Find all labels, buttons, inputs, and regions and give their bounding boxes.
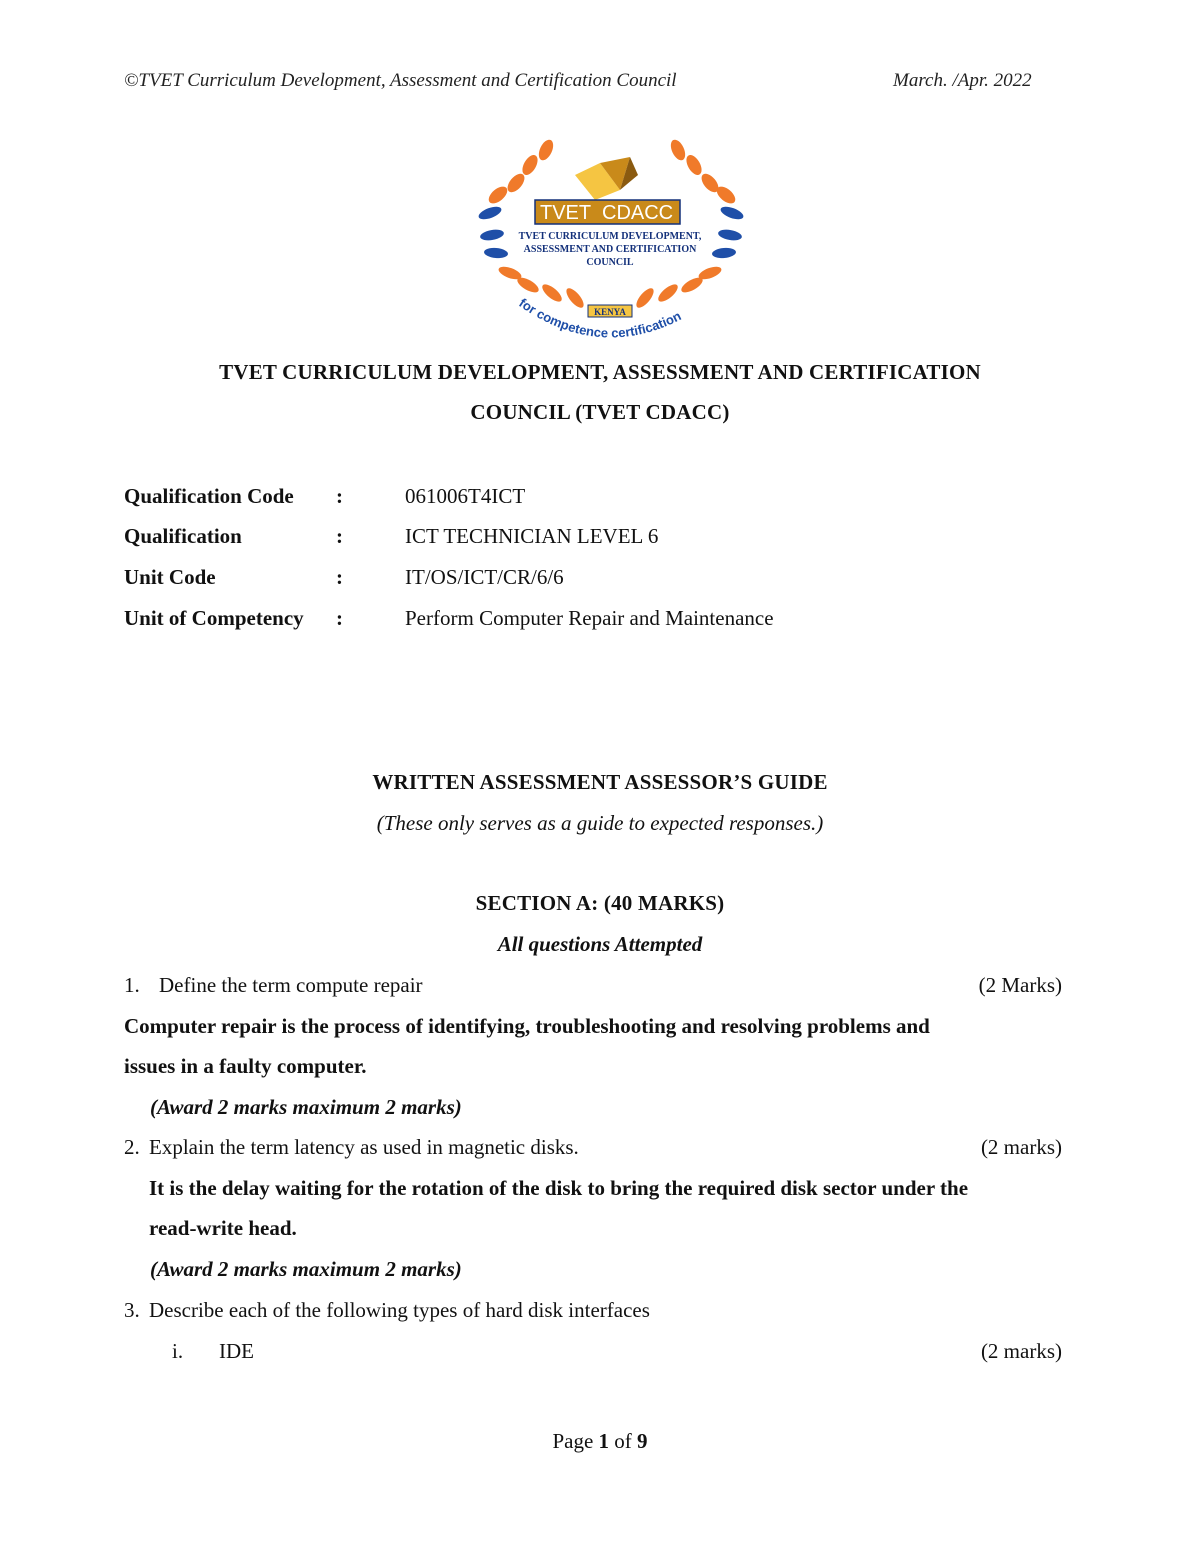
guide-heading: WRITTEN ASSESSMENT ASSESSOR’S GUIDE	[372, 770, 828, 794]
question-number: 1.	[124, 973, 140, 997]
tvet-cdacc-logo	[470, 135, 750, 350]
answer-text: issues in a faulty computer.	[124, 1054, 367, 1078]
badge-right-text: CDACC	[602, 202, 674, 224]
question-text: Describe each of the following types of hard disk interfaces	[149, 1298, 650, 1322]
question-marks: (2 marks)	[980, 1135, 1062, 1159]
guide-subheading: (These only serves as a guide to expected responses.)	[376, 811, 824, 835]
sub-question-text: IDE	[219, 1339, 254, 1363]
council-title-line2: COUNCIL (TVET CDACC)	[470, 400, 730, 424]
question-text: Explain the term latency as used in magnetic disks.	[149, 1135, 579, 1159]
book-emblem-icon	[575, 157, 638, 200]
award-note: (Award 2 marks maximum 2 marks)	[150, 1095, 462, 1119]
logo-text-line3: COUNCIL	[586, 257, 634, 268]
award-note: (Award 2 marks maximum 2 marks)	[150, 1257, 462, 1281]
answer-text: read-write head.	[149, 1216, 297, 1240]
logo-motto: for competence certification	[516, 295, 684, 341]
meta-colon: :	[336, 524, 343, 548]
header-council-text: ©TVET Curriculum Development, Assessment and Certification Council	[124, 70, 677, 91]
meta-value-qualification-code: 061006T4ICT	[405, 484, 526, 508]
section-a-heading: SECTION A: (40 MARKS)	[475, 891, 725, 915]
meta-label-unit-of-competency: Unit of Competency	[124, 606, 304, 630]
page-word: Page	[552, 1429, 594, 1453]
badge-left-text: TVET	[540, 202, 592, 224]
meta-value-qualification: ICT TECHNICIAN LEVEL 6	[405, 524, 659, 548]
question-marks: (2 Marks)	[978, 973, 1062, 997]
sub-question-number: i.	[172, 1339, 184, 1363]
question-number: 2.	[124, 1135, 140, 1159]
logo-text-line2: ASSESSMENT AND CERTIFICATION	[523, 244, 697, 255]
logo-country: KENYA	[594, 307, 626, 317]
sub-question-marks: (2 marks)	[980, 1339, 1062, 1363]
question-text: Define the term compute repair	[159, 973, 423, 997]
meta-colon: :	[336, 606, 343, 630]
section-a-instruction: All questions Attempted	[497, 932, 703, 956]
of-word: of	[614, 1429, 632, 1453]
meta-label-qualification-code: Qualification Code	[124, 484, 294, 508]
header-date: March. /Apr. 2022	[893, 70, 1032, 91]
answer-text: It is the delay waiting for the rotation of the disk to bring the required disk sector under the	[149, 1176, 969, 1200]
page-current: 1	[598, 1429, 610, 1453]
page-total: 9	[637, 1429, 648, 1453]
meta-colon: :	[336, 484, 343, 508]
meta-value-unit-of-competency: Perform Computer Repair and Maintenance	[405, 606, 774, 630]
meta-label-qualification: Qualification	[124, 524, 242, 548]
answer-text: Computer repair is the process of identifying, troubleshooting and resolving problems and	[124, 1014, 930, 1038]
meta-colon: :	[336, 565, 343, 589]
meta-label-unit-code: Unit Code	[124, 565, 216, 589]
council-title-line1: TVET CURRICULUM DEVELOPMENT, ASSESSMENT AND CERTIFICATION	[219, 360, 981, 384]
page-number	[0, 1429, 1200, 1454]
question-number: 3.	[124, 1298, 140, 1322]
logo-text-line1: TVET CURRICULUM DEVELOPMENT,	[518, 231, 702, 242]
meta-value-unit-code: IT/OS/ICT/CR/6/6	[405, 565, 564, 589]
